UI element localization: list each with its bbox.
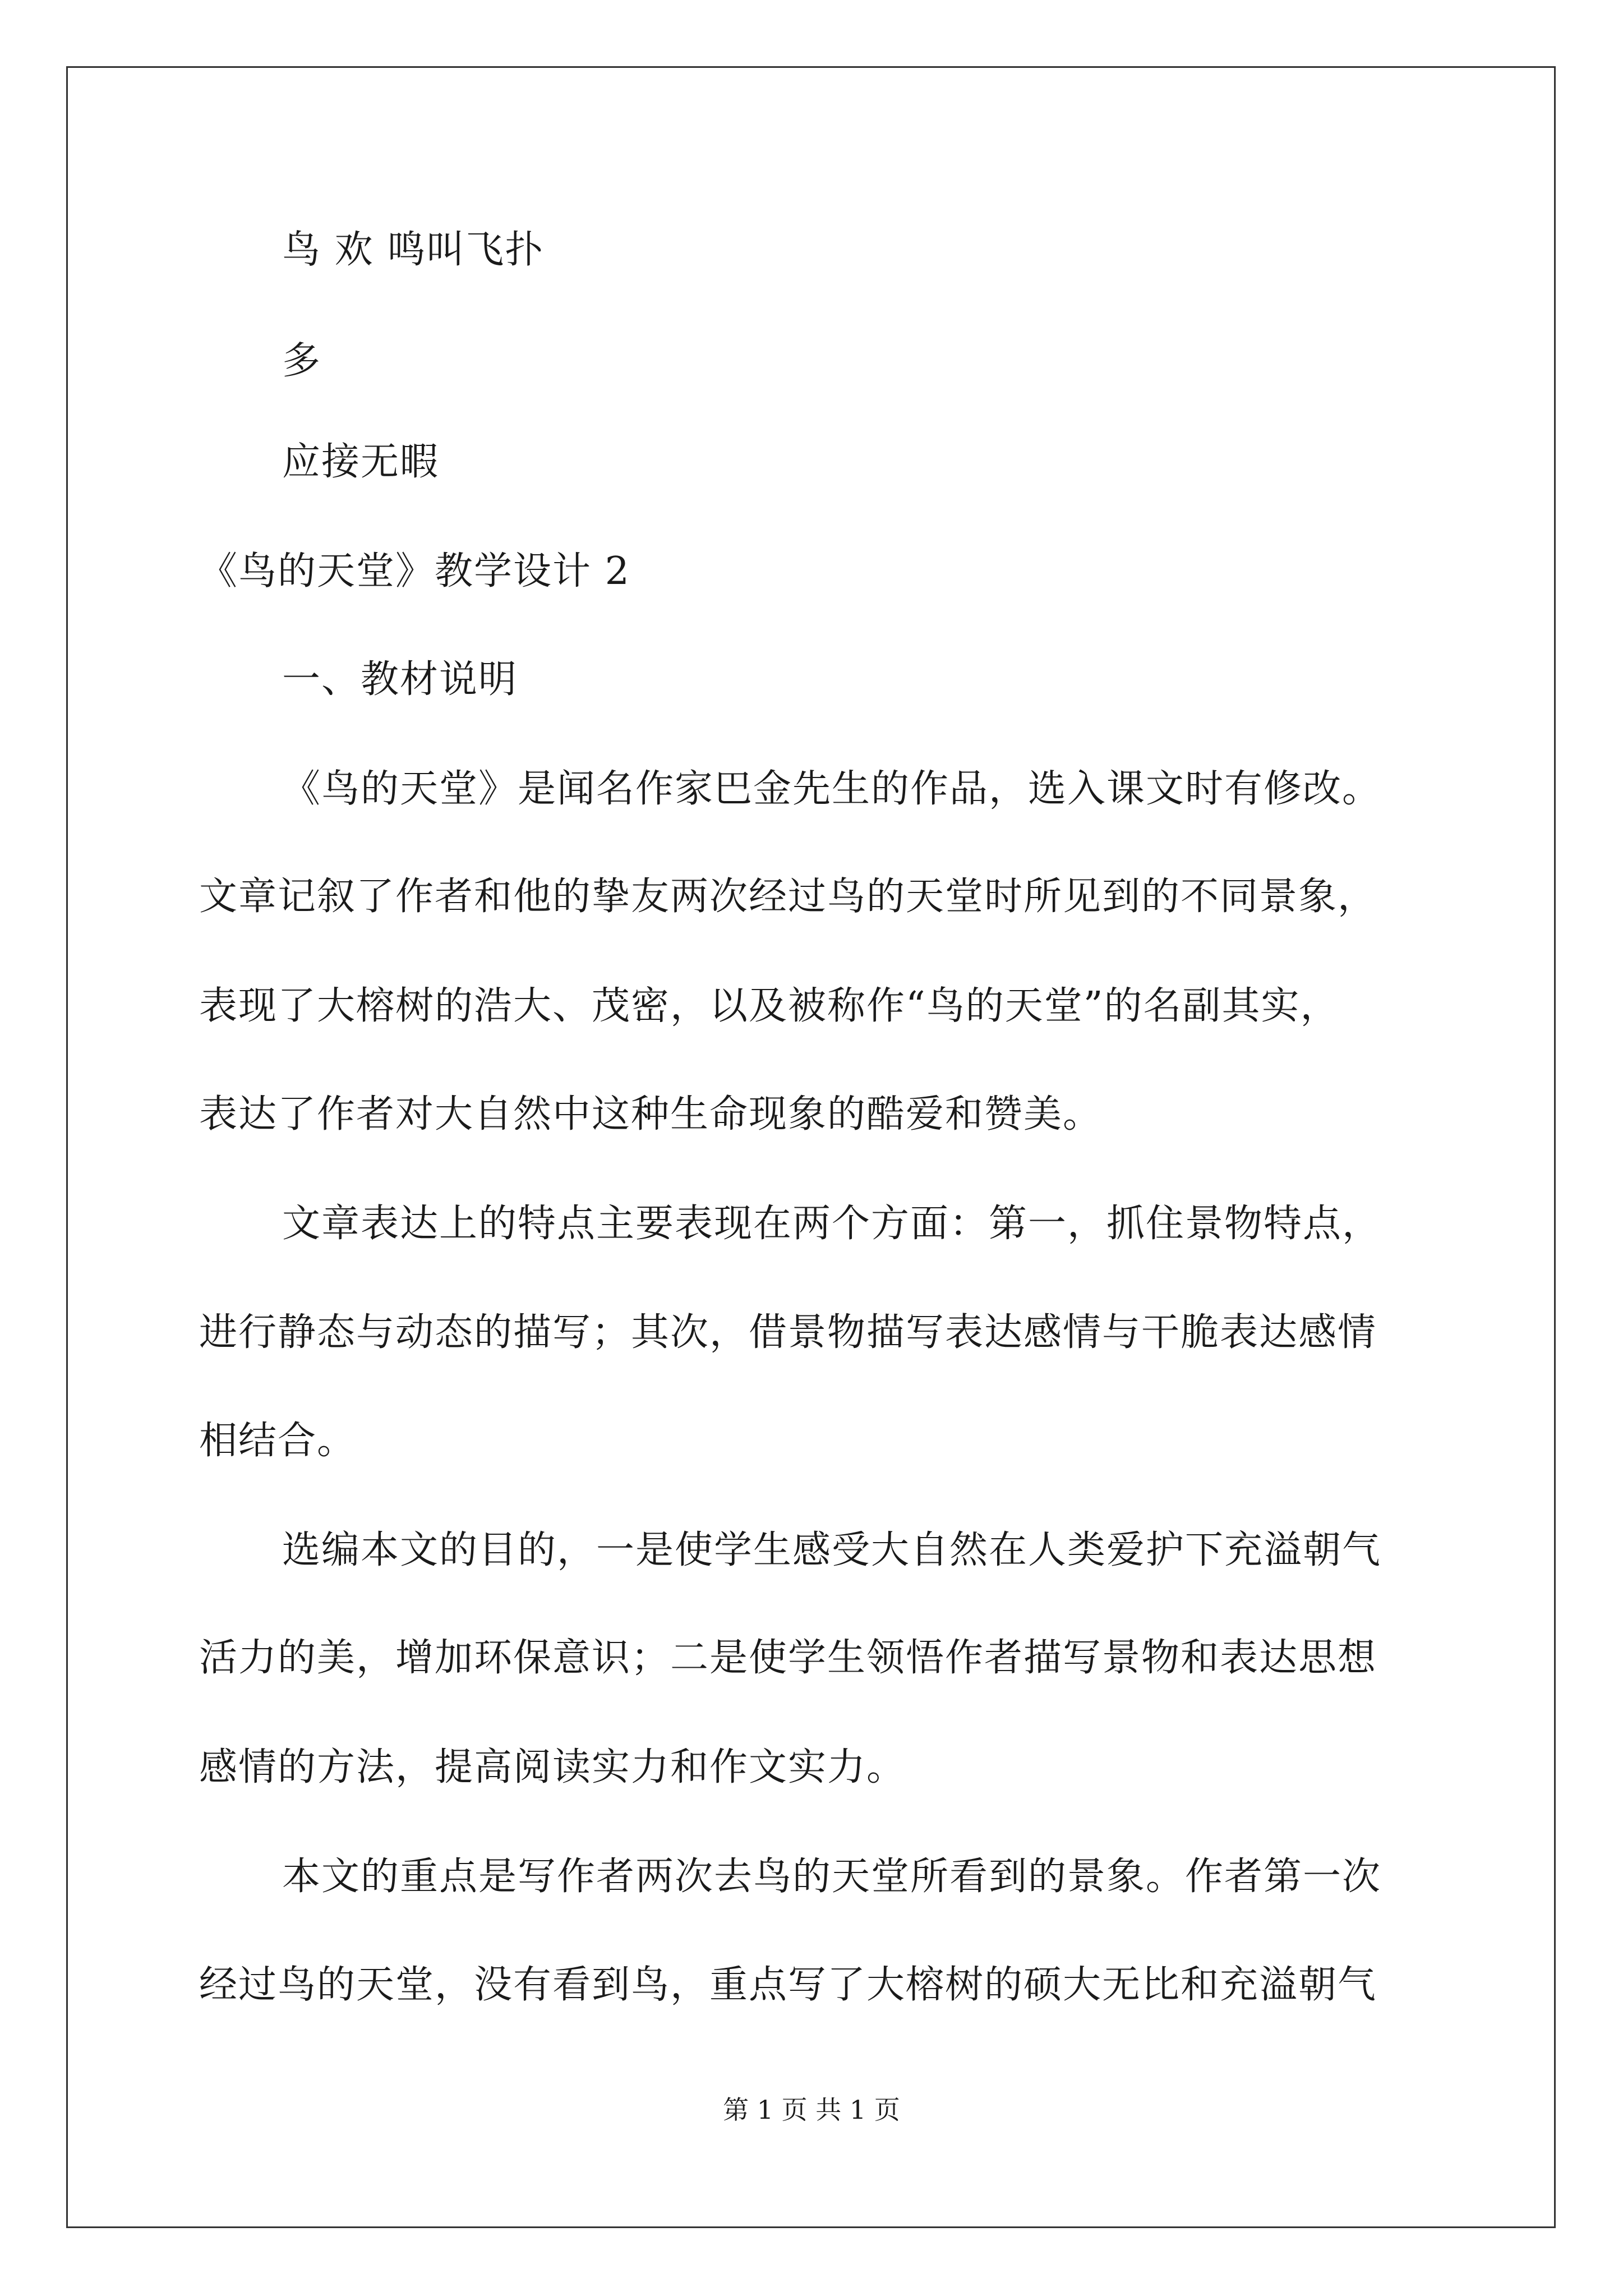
page-number: 第 1 页 共 1 页 — [723, 2095, 900, 2125]
paragraph-line: 文章表达上的特点主要表现在两个方面：第一，抓住景物特点， — [282, 1202, 1382, 1246]
paragraph-line: 表现了大榕树的浩大、茂密，以及被称作“鸟的天堂”的名副其实， — [199, 984, 1340, 1028]
paragraph-line: 表达了作者对大自然中这种生命现象的酷爱和赞美。 — [199, 1092, 1103, 1137]
paragraph-line: 选编本文的目的，一是使学生感受大自然在人类爱护下充溢朝气 — [282, 1528, 1382, 1572]
text-line: 应接无暇 — [282, 440, 440, 484]
page-border — [66, 66, 1556, 2228]
text-line: 多 — [282, 339, 322, 383]
paragraph-line: 《鸟的天堂》是闻名作家巴金先生的作品，选入课文时有修改。 — [282, 767, 1382, 811]
paragraph-line: 文章记叙了作者和他的挚友两次经过鸟的天堂时所见到的不同景象， — [199, 875, 1377, 919]
text-line: 鸟 欢 鸣叫飞扑 — [282, 228, 545, 272]
section-heading: 一、教材说明 — [282, 657, 518, 702]
section-title: 《鸟的天堂》教学设计 2 — [199, 549, 630, 593]
paragraph-line: 本文的重点是写作者两次去鸟的天堂所看到的景象。作者第一次 — [282, 1855, 1382, 1899]
paragraph-line: 进行静态与动态的描写；其次，借景物描写表达感情与干脆表达感情 — [199, 1310, 1377, 1355]
paragraph-line: 经过鸟的天堂，没有看到鸟，重点写了大榕树的硕大无比和充溢朝气 — [199, 1963, 1377, 2007]
paragraph-line: 相结合。 — [199, 1419, 357, 1463]
paragraph-line: 感情的方法，提高阅读实力和作文实力。 — [199, 1745, 906, 1789]
paragraph-line: 活力的美，增加环保意识；二是使学生领悟作者描写景物和表达思想 — [199, 1636, 1377, 1680]
